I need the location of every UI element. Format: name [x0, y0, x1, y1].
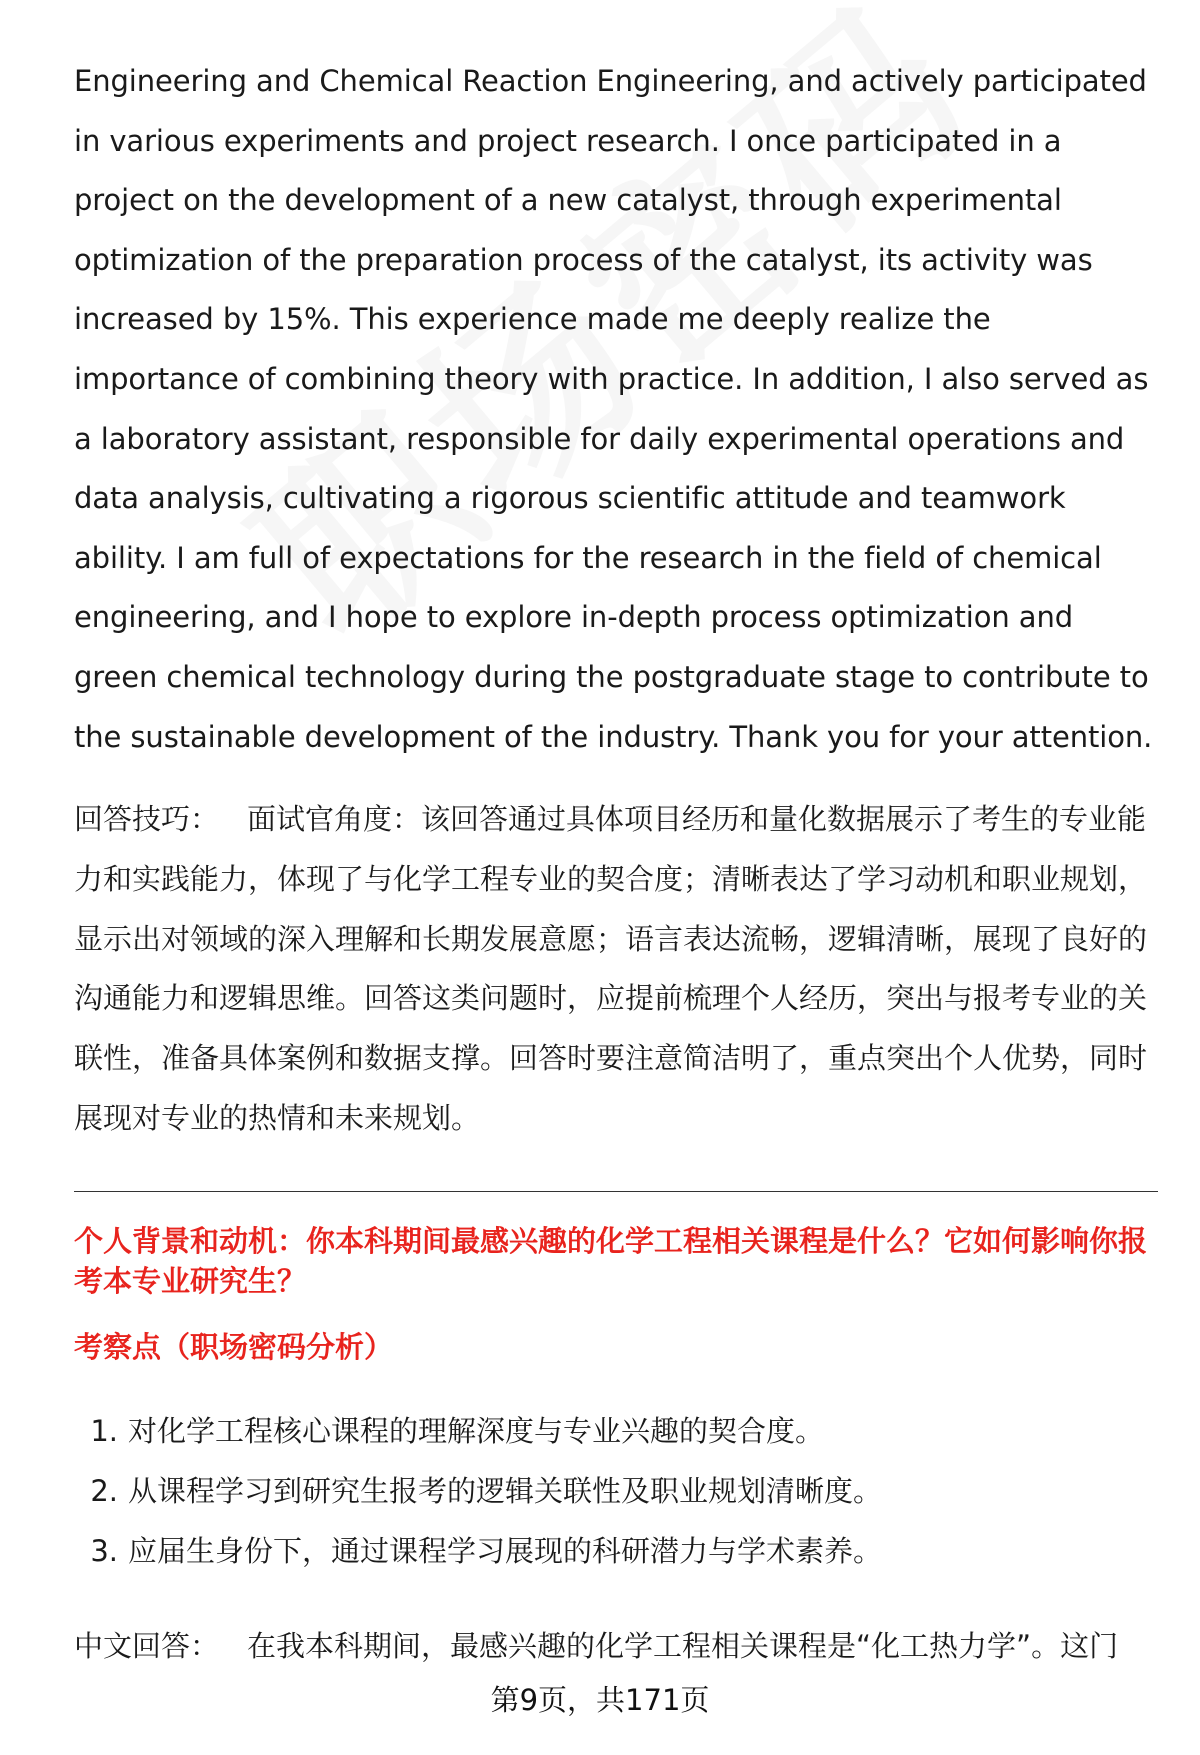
chinese-answer-label: 中文回答： [74, 1629, 220, 1664]
tips-label: 回答技巧： [74, 802, 220, 837]
question-heading: 个人背景和动机：你本科期间最感兴趣的化学工程相关课程是什么？它如何影响你报考本专业研究生？ [74, 1224, 1148, 1299]
answer-tips-paragraph [74, 790, 1158, 1148]
list-item-text: 应届生身份下，通过课程学习展现的科研潜力与学术素养。 [128, 1534, 883, 1569]
page-number-footer: 第9页，共171页 [490, 1683, 710, 1717]
tips-text: 面试官角度：该回答通过具体项目经历和量化数据展示了考生的专业能力和实践能力，体现了与化学工程专业的契合度；清晰表达了学习动机和职业规划，显示出对领域的深入理解和长期发展意愿；语言表达流畅，逻辑清晰，展现了良好的沟通能力和逻辑思维。回答这类问题时，应提前梳理个人经历，突出与报考专业的关联性，准备具体案例和数据支撑。回答时要注意简洁明了，重点突出个人优势，同时展现对专业的热情和未来规划。 [74, 802, 1148, 1135]
chinese-answer-paragraph [74, 1616, 1158, 1676]
focus-points-heading: 考察点（职场密码分析） [74, 1330, 394, 1365]
list-item-number: 2. [90, 1474, 118, 1509]
list-item-text: 从课程学习到研究生报考的逻辑关联性及职业规划清晰度。 [128, 1474, 883, 1509]
document-page [74, 52, 1158, 1676]
focus-points-list [74, 1401, 1158, 1581]
list-item [74, 1401, 1158, 1461]
english-answer-paragraph: Engineering and Chemical Reaction Engineering, and actively participated in various experiments and project research. I once participated in a project on the development of a new catalyst, through experimental optimization of the preparation process of the catalyst, its activity was increased by 15%. This experience made me deeply realize the importance of combining theory with practice. In addition, I also served as a laboratory assistant, responsible for daily experimental operations and data analysis, cultivating a rigorous scientific attitude and teamwork ability. I am full of expectations for the research in the field of chemical engineering, and I hope to explore in-depth process optimization and green chemical technology during the postgraduate stage to contribute to the sustainable development of the industry. Thank you for your attention. [74, 64, 1153, 754]
list-item-number: 3. [90, 1534, 118, 1569]
list-item-number: 1. [90, 1414, 118, 1449]
list-item-text: 对化学工程核心课程的理解深度与专业兴趣的契合度。 [128, 1414, 825, 1449]
list-item [74, 1461, 1158, 1521]
section-divider [74, 1191, 1158, 1192]
list-item [74, 1521, 1158, 1581]
chinese-answer-text: 在我本科期间，最感兴趣的化学工程相关课程是“化工热力学”。这门 [247, 1629, 1119, 1664]
